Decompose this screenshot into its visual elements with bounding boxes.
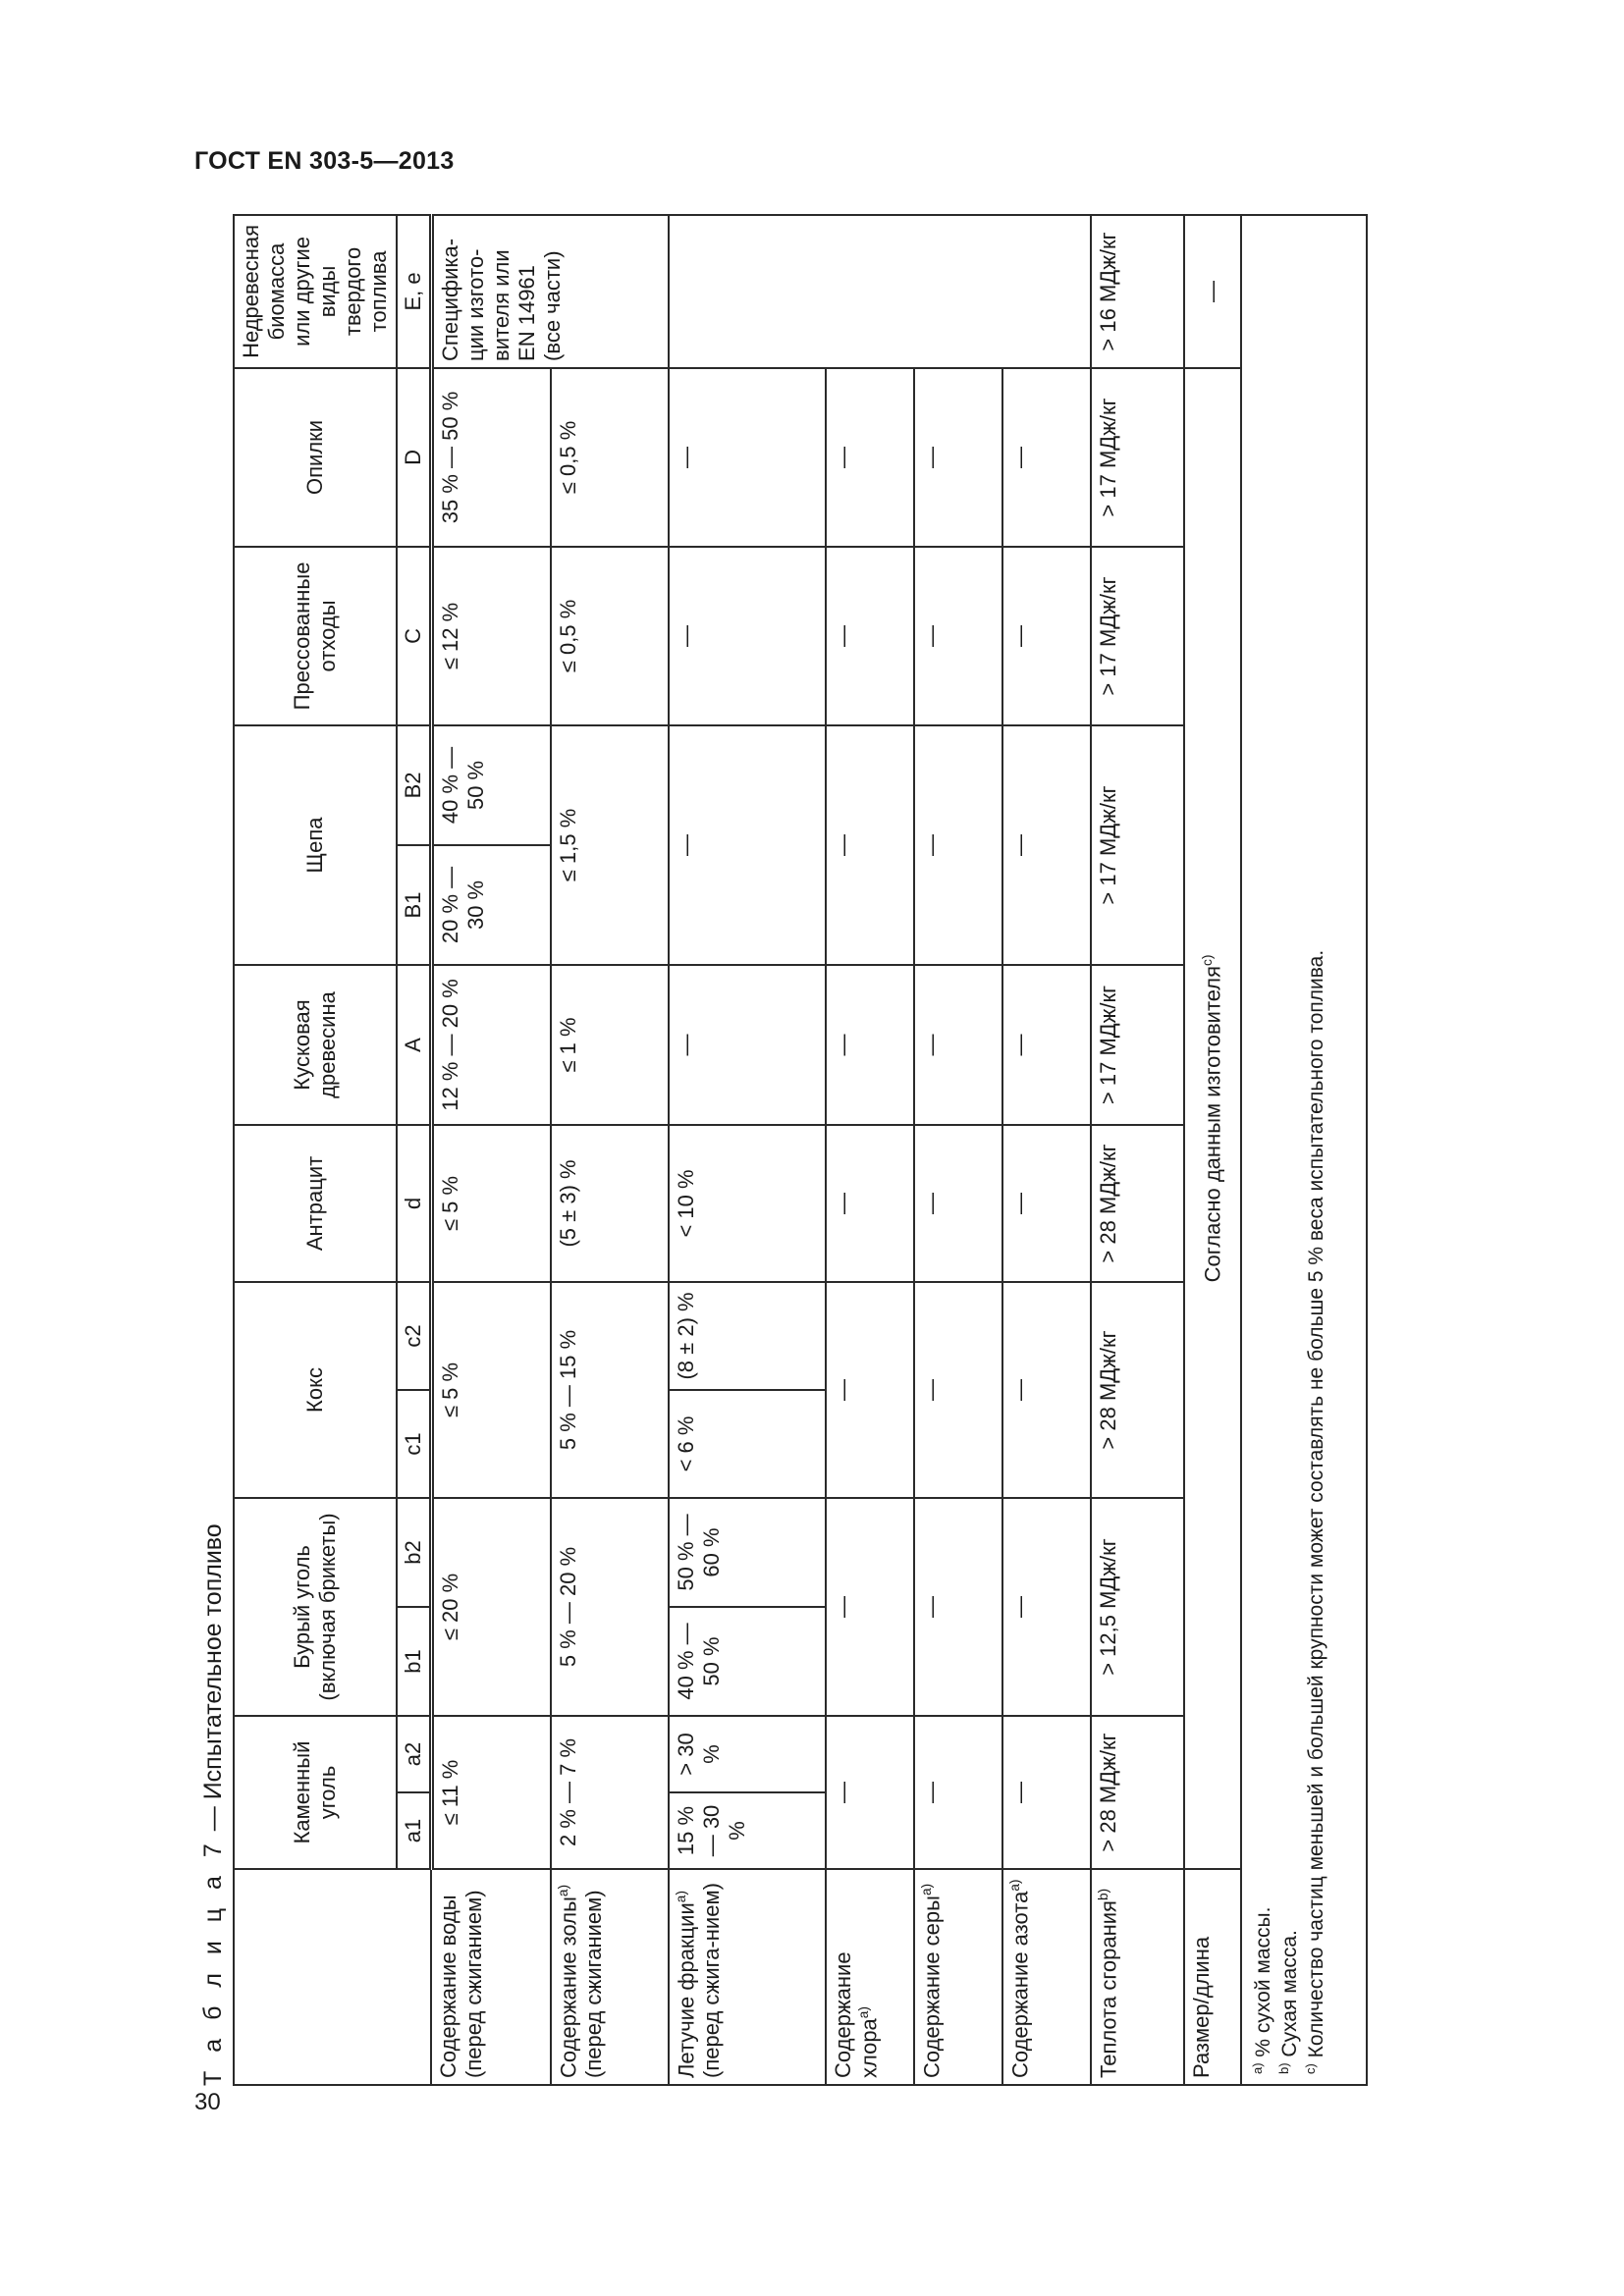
- code-d: d: [397, 1125, 432, 1282]
- row-nitrogen: [1002, 215, 1091, 2085]
- standard-title: ГОСТ EN 303-5—2013: [194, 147, 455, 175]
- label-chlorine-text: Содержание хлора: [830, 1951, 881, 2078]
- sulfur-A: —: [914, 965, 1002, 1125]
- water-d: ≤ 5 %: [431, 1125, 551, 1282]
- sulfur-B: —: [914, 725, 1002, 965]
- label-nitrogen-text: Содержание азота: [1007, 1891, 1033, 2078]
- label-volatile-sup: a): [673, 1891, 688, 1903]
- code-E: E, e: [397, 215, 432, 368]
- col-brown-coal: Бурый уголь (включая брикеты): [234, 1498, 397, 1716]
- ash-B: ≤ 1,5 %: [551, 725, 669, 965]
- footnote-c: [1303, 226, 1329, 2074]
- label-ash: [551, 1869, 669, 2085]
- caption-dash: —: [199, 1799, 227, 1839]
- heat-A: > 17 МДж/кг: [1091, 965, 1184, 1125]
- label-ash-text2: (перед сжиганием): [581, 1890, 606, 2078]
- footnotes-row: [1241, 215, 1367, 2085]
- water-B1: 20 % — 30 %: [431, 845, 551, 965]
- heat-E: > 16 МДж/кг: [1091, 215, 1184, 368]
- volatile-c1: < 6 %: [669, 1390, 826, 1498]
- label-sulfur-text: Содержание серы: [919, 1896, 945, 2078]
- heat-c: > 28 МДж/кг: [1091, 1282, 1184, 1498]
- code-B1: B1: [397, 845, 432, 965]
- code-row: [397, 215, 432, 2085]
- nitrogen-b: —: [1002, 1498, 1091, 1716]
- nitrogen-D: —: [1002, 368, 1091, 547]
- volatile-A: —: [669, 965, 826, 1125]
- nitrogen-d: —: [1002, 1125, 1091, 1282]
- caption-title: Испытательное топливо: [199, 1523, 227, 1800]
- footnote-c-mark: c): [1303, 2063, 1319, 2074]
- water-E: Специфика-ции изгото-вителя или EN 14961 (все части): [431, 215, 669, 368]
- chlorine-D: —: [826, 368, 914, 547]
- col-biomass: Недревесная биомасса или другие виды твердого топлива: [234, 215, 397, 368]
- label-nitrogen-sup: a): [1006, 1879, 1022, 1892]
- sulfur-C: —: [914, 547, 1002, 725]
- chlorine-b: —: [826, 1498, 914, 1716]
- row-chlorine: [826, 215, 914, 2085]
- volatile-b2: 50 % — 60 %: [669, 1498, 826, 1607]
- fuel-table: [233, 214, 1368, 2086]
- size-merged-sup: c): [1199, 954, 1215, 966]
- nitrogen-c: —: [1002, 1282, 1091, 1498]
- code-D: D: [397, 368, 432, 547]
- code-b1: b1: [397, 1607, 432, 1716]
- nitrogen-a: —: [1002, 1716, 1091, 1869]
- nitrogen-A: —: [1002, 965, 1091, 1125]
- ash-d: (5 ± 3) %: [551, 1125, 669, 1282]
- label-water: Содержание воды (перед сжиганием): [431, 1869, 551, 2085]
- nitrogen-B: —: [1002, 725, 1091, 965]
- code-c2: c2: [397, 1282, 432, 1390]
- label-chlorine-sup: a): [855, 2006, 871, 2019]
- table-caption: [193, 1523, 233, 2086]
- heat-B: > 17 МДж/кг: [1091, 725, 1184, 965]
- col-sawdust: Опилки: [234, 368, 397, 547]
- ash-c: 5 % — 15 %: [551, 1282, 669, 1498]
- volatile-d: < 10 %: [669, 1125, 826, 1282]
- label-volatile-text2: (перед сжига-нием): [699, 1883, 724, 2078]
- heat-D: > 17 МДж/кг: [1091, 368, 1184, 547]
- size-E: —: [1184, 215, 1241, 368]
- volatile-D: —: [669, 368, 826, 547]
- code-a2: a2: [397, 1716, 432, 1792]
- sulfur-b: —: [914, 1498, 1002, 1716]
- code-c1: c1: [397, 1390, 432, 1498]
- label-heat: [1091, 1869, 1184, 2085]
- label-volatile-text: Летучие фракции: [674, 1902, 699, 2078]
- heat-C: > 17 МДж/кг: [1091, 547, 1184, 725]
- volatile-b1: 40 % — 50 %: [669, 1607, 826, 1716]
- row-size: [1184, 215, 1241, 2085]
- col-coke: Кокс: [234, 1282, 397, 1498]
- col-coal: Каменный уголь: [234, 1716, 397, 1869]
- chlorine-B: —: [826, 725, 914, 965]
- nitrogen-C: —: [1002, 547, 1091, 725]
- code-A: A: [397, 965, 432, 1125]
- row-volatile: [669, 215, 826, 2085]
- row-sulfur: [914, 215, 1002, 2085]
- row-ash: [551, 215, 669, 2085]
- size-merged: [1184, 368, 1241, 1869]
- footnote-b-mark: b): [1276, 2062, 1292, 2074]
- sulfur-D: —: [914, 368, 1002, 547]
- water-b: ≤ 20 %: [431, 1498, 551, 1716]
- water-B2: 40 % — 50 %: [431, 725, 551, 845]
- col-anthracite: Антрацит: [234, 1125, 397, 1282]
- chlorine-A: —: [826, 965, 914, 1125]
- heat-a: > 28 МДж/кг: [1091, 1716, 1184, 1869]
- label-volatile: [669, 1869, 826, 2085]
- label-sulfur-sup: a): [918, 1883, 934, 1896]
- sulfur-d: —: [914, 1125, 1002, 1282]
- water-c: ≤ 5 %: [431, 1282, 551, 1498]
- row-water: [431, 215, 551, 2085]
- footnote-b: [1276, 226, 1303, 2074]
- water-a: ≤ 11 %: [431, 1716, 551, 1869]
- caption-prefix: Т а б л и ц а 7: [199, 1838, 227, 2086]
- size-merged-text: Согласно данным изготовителя: [1199, 965, 1224, 1283]
- biomass-blank: [669, 215, 1091, 368]
- heat-d: > 28 МДж/кг: [1091, 1125, 1184, 1282]
- footnote-a-mark: a): [1249, 2062, 1265, 2074]
- label-ash-sup: a): [555, 1884, 570, 1897]
- sulfur-c: —: [914, 1282, 1002, 1498]
- code-b2: b2: [397, 1498, 432, 1607]
- label-ash-text: Содержание золы: [556, 1896, 581, 2078]
- col-pressed: Прессованные отходы: [234, 547, 397, 725]
- code-C: C: [397, 547, 432, 725]
- footnotes: [1241, 215, 1367, 2085]
- chlorine-C: —: [826, 547, 914, 725]
- volatile-C: —: [669, 547, 826, 725]
- header-blank: [234, 1869, 431, 2085]
- col-logs: Кусковая древесина: [234, 965, 397, 1125]
- footnote-c-text: Количество частиц меньшей и большей крупности может составлять не больше 5 % веса испытательного топлива.: [1305, 949, 1328, 2064]
- volatile-B: —: [669, 725, 826, 965]
- footnote-a-text: % сухой массы.: [1251, 1906, 1274, 2063]
- row-heat: [1091, 215, 1184, 2085]
- code-a1: a1: [397, 1792, 432, 1869]
- chlorine-a: —: [826, 1716, 914, 1869]
- chlorine-d: —: [826, 1125, 914, 1282]
- ash-b: 5 % — 20 %: [551, 1498, 669, 1716]
- chlorine-c: —: [826, 1282, 914, 1498]
- page-number: 30: [194, 2089, 221, 2115]
- code-B2: B2: [397, 725, 432, 845]
- ash-A: ≤ 1 %: [551, 965, 669, 1125]
- water-A: 12 % — 20 %: [431, 965, 551, 1125]
- label-heat-sup: b): [1095, 1888, 1110, 1901]
- sulfur-a: —: [914, 1716, 1002, 1869]
- heat-b: > 12,5 МДж/кг: [1091, 1498, 1184, 1716]
- rotated-table-area: [193, 216, 1328, 2086]
- label-heat-text: Теплота сгорания: [1096, 1900, 1121, 2078]
- ash-C: ≤ 0,5 %: [551, 547, 669, 725]
- footnote-a: [1250, 226, 1276, 2074]
- label-size: Размер/длина: [1184, 1869, 1241, 2085]
- footnote-b-text: Сухая масса.: [1278, 1930, 1302, 2063]
- water-D: 35 % — 50 %: [431, 368, 551, 547]
- header-row: [234, 215, 397, 2085]
- volatile-c2: (8 ± 2) %: [669, 1282, 826, 1390]
- water-C: ≤ 12 %: [431, 547, 551, 725]
- col-chips: Щепа: [234, 725, 397, 965]
- volatile-a2: > 30 %: [669, 1716, 826, 1792]
- label-nitrogen: [1002, 1869, 1091, 2085]
- label-chlorine: [826, 1869, 914, 2085]
- ash-D: ≤ 0,5 %: [551, 368, 669, 547]
- ash-a: 2 % — 7 %: [551, 1716, 669, 1869]
- label-sulfur: [914, 1869, 1002, 2085]
- volatile-a1: 15 % — 30 %: [669, 1792, 826, 1869]
